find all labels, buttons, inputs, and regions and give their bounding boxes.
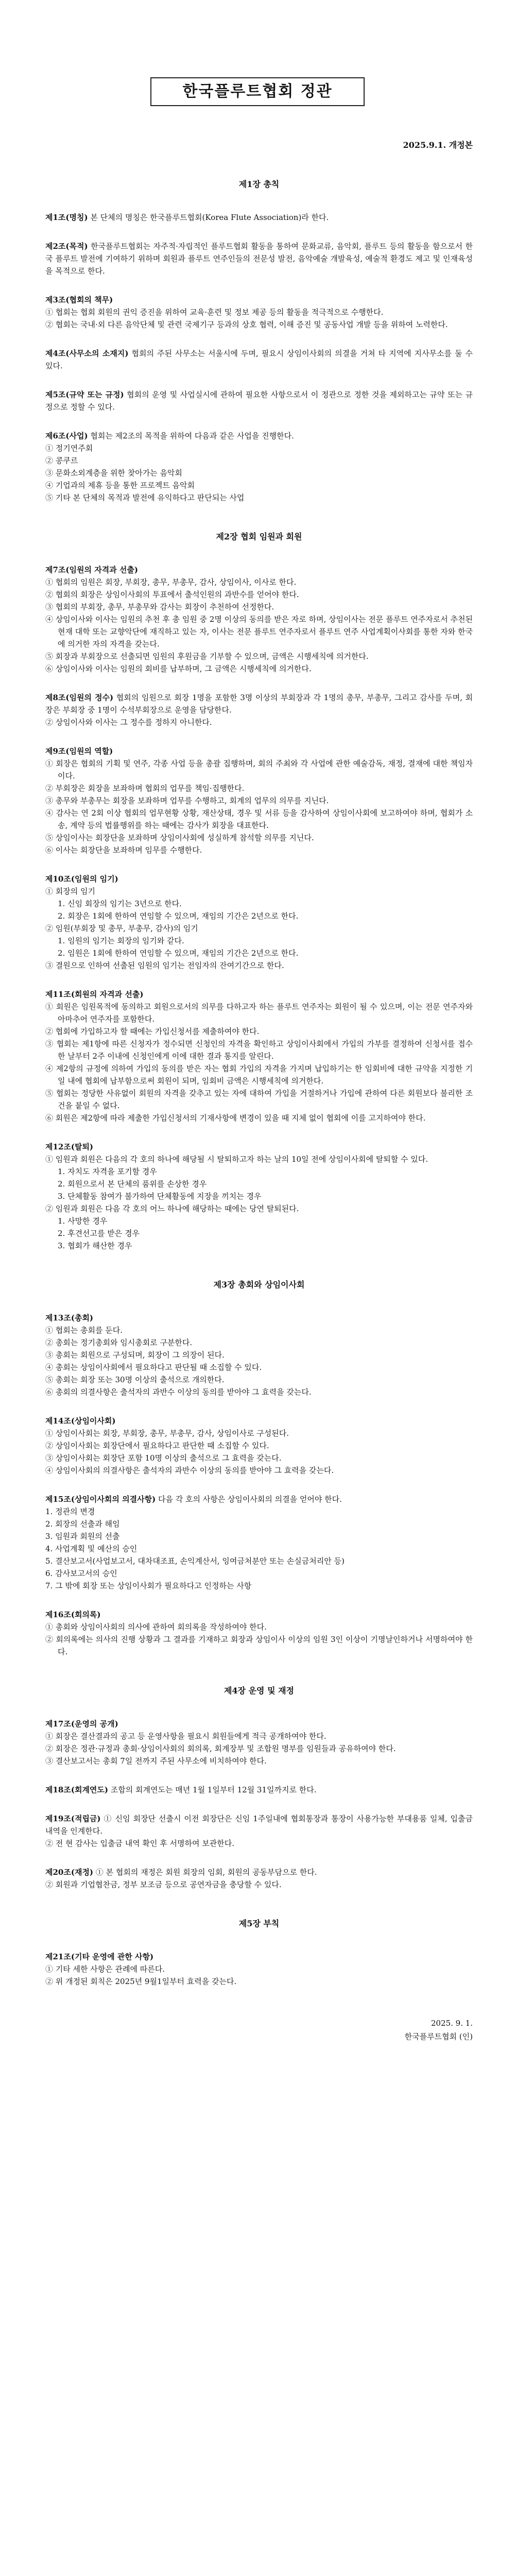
article-item: ⑤ 회장과 부회장으로 선출되면 임원의 후원금을 기부할 수 있으며, 금액은 시행세칙에 의거한다. [45,652,369,661]
article-title: 제19조(적립금) [45,1814,101,1823]
article [45,430,473,504]
article-item: ⑥ 총회의 의결사항은 출석자의 과반수 이상의 동의를 받아야 그 효력을 갖는다. [45,1387,312,1397]
article-items [45,1963,473,1988]
article-item: ② 콩쿠르 [45,456,78,465]
article-items [45,1837,473,1850]
article-item: ① 회장은 결산결과의 공고 등 운영사항을 필요시 회원들에게 적극 공개하여야 한다. [45,1732,327,1741]
article-item: ① 협회는 협회 회원의 권익 증진을 위하여 교육·훈련 및 정보 제공 등의 활동을 적극적으로 수행한다. [45,308,384,317]
chapter-heading: 제5장 부칙 [238,1919,280,1928]
article-item: 2. 임원은 1회에 한하여 연임할 수 있으며, 재임의 기간은 2년으로 한다. [58,948,299,958]
article-item: 3. 단체활동 참여가 불가하여 단체활동에 지장을 끼치는 경우 [58,1192,262,1201]
article-heading-line [45,294,473,306]
article-title: 제12조(탈퇴) [45,1142,94,1151]
article-title: 제13조(총회) [45,1313,94,1323]
article-heading-line [45,745,473,757]
chapter-heading: 제1장 총칙 [238,179,280,189]
article-item: 1. 임원의 임기는 회장의 임기와 같다. [58,936,184,945]
article-item: ② 회원과 기업협찬금, 정부 보조금 등으로 공연자금을 충당할 수 있다. [45,1880,282,1889]
article-items [45,716,473,728]
article-item: ③ 상임이사회는 회장단 포함 10명 이상의 출석으로 그 효력을 갖는다. [45,1453,282,1463]
article-items [45,885,473,972]
article-item: ⑥ 회원은 제2항에 따라 제출한 가입신청서의 기재사항에 변경이 있을 때 지체 없이 협회에 이를 고지하여야 한다. [45,1113,426,1123]
closing-date: 2025. 9. 1. [431,2019,473,2028]
article-items [45,1505,473,1592]
article-item: ⑤ 기타 본 단체의 목적과 발전에 유익하다고 판단되는 사업 [45,493,245,502]
article-lead-text: 협회의 주된 사무소는 서울시에 두며, 필요시 상임이사회의 의결을 거쳐 타 지역에 지사무소를 둘 수 있다. [45,349,473,370]
article-item: ④ 상임이사와 이사는 임원의 추천 후 총 임원 중 2명 이상의 동의를 받은 자로 하며, 상임이사는 전문 플루트 연주자로서 추천된 현재 대학 또는 교향악단에 재직하고 있는 자, 이사는 전문 플루트 연주자로서 플루트 연주 사업계획이사회를 통한 자와 한국에 의거한 자의 자격을 갖는다. [45,615,473,649]
article-heading-line [45,1866,473,1878]
article-title: 제2조(목적) [45,242,88,251]
article [45,1141,473,1252]
article-item: 2. 회원으로서 본 단체의 품위를 손상한 경우 [58,1179,207,1189]
article [45,388,473,413]
article [45,240,473,277]
article-heading-line [45,211,473,224]
article-item: ① 정기연주회 [45,444,93,453]
article-title: 제3조(협회의 책무) [45,295,113,304]
article-item: 6. 감사보고서의 승인 [45,1569,117,1578]
article-item: 1. 사망한 경우 [58,1216,108,1226]
article-item: 5. 결산보고서(사업보고서, 대차대조표, 손익계산서, 잉여금처분안 또는 손실금처리안 등) [45,1556,345,1566]
article-lead-text: 협회의 임원으로 회장 1명을 포함한 3명 이상의 부회장과 각 1명의 총무, 부총무, 그리고 감사를 두며, 회장은 부회장 중 1명이 수석부회장으로 운영을 담당한다. [45,693,473,715]
article-heading-line [45,1312,473,1324]
article-heading-line [45,873,473,885]
article-item: ⑥ 상임이사와 이사는 임원의 회비를 납부하며, 그 금액은 시행세칙에 의거한다. [45,664,312,673]
article-heading-line [45,1951,473,1963]
article-title: 제21조(기타 운영에 관한 사항) [45,1952,154,1961]
article-item: ② 회장은 정관·규정과 총회·상임이사회의 회의록, 회계장부 및 조합원 명부를 임원들과 공유하여야 한다. [45,1744,396,1753]
article-items [45,757,473,856]
article-item: ② 전 현 감사는 입출금 내역 확인 후 서명하여 보관한다. [45,1839,234,1848]
article-item: ① 기타 세한 사항은 관례에 따른다. [45,1964,165,1974]
article-items [45,1427,473,1477]
article-item: ④ 총회는 상임이사회에서 필요하다고 판단될 때 소집할 수 있다. [45,1363,262,1372]
article-lead-text: 본 단체의 명칭은 한국플루트협회(Korea Flute Association)라 한다. [90,213,329,222]
article [45,1812,473,1850]
article-item: ④ 상임이사회의 의결사항은 출석자의 과반수 이상의 동의를 받아야 그 효력을 갖는다. [45,1466,334,1475]
article-title: 제18조(회계연도) [45,1785,109,1794]
article-heading-line [45,1784,473,1796]
article-item: ① 협회는 총회를 둔다. [45,1326,123,1335]
article-items [45,576,473,675]
article-heading-line [45,691,473,716]
article [45,691,473,728]
article-item: 2. 회장의 선출과 해임 [45,1519,120,1529]
article-heading-line [45,347,473,372]
article-item: ③ 총무와 부총무는 회장을 보좌하며 업무를 수행하고, 회계의 업무의 의무를 지닌다. [45,796,329,805]
article-item: ④ 감사는 연 2회 이상 협회의 업무현황 상황, 재산상태, 경우 및 서류 등을 감사하여 상임이사회에 보고하여야 하며, 협회가 소송, 계약 등의 법률행위를 하는 때에는 감사가 회장을 대표한다. [45,808,473,830]
article-item: ② 상임이사회는 회장단에서 필요하다고 판단한 때 소집할 수 있다. [45,1441,269,1450]
article-title: 제7조(임원의 자격과 선출) [45,565,138,574]
article-title: 제11조(회원의 자격과 선출) [45,990,144,999]
document-body [0,178,515,1988]
title-area [0,0,515,106]
article-lead-text: ① 신임 회장단 선출시 이전 회장단은 신임 1주일내에 협회통장과 통장이 사용가능한 부대용품 일체, 입출금 내역을 인계한다. [45,1814,473,1836]
article-item: 7. 그 밖에 회장 또는 상임이사회가 필요하다고 인정하는 사항 [45,1581,252,1590]
article-item: ③ 결산보고서는 총회 7일 전까지 주된 사무소에 비치하여야 한다. [45,1756,267,1766]
article-title: 제9조(임원의 역할) [45,747,113,756]
article-items [45,1730,473,1767]
article-item: ③ 협회는 제1항에 따른 신청자가 정수되면 신청인의 자격을 확인하고 상임이사회에서 가입의 가부를 결정하여 신청서를 접수한 날부터 2주 이내에 신청인에게 이에 대한 결과 통지를 알린다. [45,1039,473,1061]
article-title: 제15조(상임이사회의 의결사항) [45,1495,156,1504]
article-item: ① 상임이사회는 회장, 부회장, 총무, 부총무, 감사, 상임이사로 구성된다. [45,1429,289,1438]
article-item: ③ 문화소외계층을 위한 찾아가는 음악회 [45,468,182,478]
chapter-heading: 제4장 운영 및 재정 [224,1686,295,1696]
article-heading-line [45,430,473,442]
article-items [45,306,473,331]
article-item: ① 임원과 회원은 다음의 각 호의 하나에 해당될 시 탈퇴하고자 하는 날의 10일 전에 상임이사회에 탈퇴할 수 있다. [45,1155,428,1164]
bottom-space [0,2043,515,2126]
article-item: ① 회원은 임원목적에 동의하고 회원으로서의 의무를 다하고자 하는 플루트 연주자는 회원이 될 수 있으며, 이는 전문 연주자와 아마추어 연주자를 포함한다. [45,1002,473,1024]
article-title: 제20조(재정) [45,1868,94,1877]
chapter-heading: 제2장 협회 임원과 회원 [216,532,302,541]
article-lead-text: 조합의 회계연도는 매년 1월 1일부터 12월 31일까지로 한다. [110,1785,317,1794]
article-heading-line [45,1141,473,1153]
article [45,294,473,331]
article-item: ⑥ 이사는 회장단을 보좌하며 임무를 수행한다. [45,845,202,855]
article-heading-line [45,1493,473,1505]
article-title: 제17조(운영의 공개) [45,1719,118,1728]
article-title: 제10조(임원의 임기) [45,874,118,884]
article-item: ② 총회는 정기총회와 임시총회로 구분한다. [45,1338,193,1347]
article-item: ② 상임이사와 이사는 그 정수를 정하지 아니한다. [45,718,212,727]
article-item: 2. 회장은 1회에 한하여 연임할 수 있으며, 재임의 기간은 2년으로 한다. [58,911,299,921]
article-title: 제14조(상임이사회) [45,1416,116,1426]
article [45,564,473,675]
article [45,1608,473,1658]
document-title: 한국플루트협회 정관 [150,77,364,106]
article-item: 3. 임원과 회원의 선출 [45,1532,120,1541]
article-item: ④ 제2항의 규정에 의하여 가입의 동의를 받은 자는 협회 가입의 자격을 가지며 납입하기는 한 임회비에 대한 규약을 지정한 기일 내에 협회에 납부함으로써 회원이 되며, 임회비 금액은 시행세칙에 의거한다. [45,1064,473,1086]
article-items [45,1001,473,1124]
article-title: 제16조(회의록) [45,1610,101,1619]
article-title: 제1조(명칭) [45,213,88,222]
article-item: ① 회장은 협회의 기획 및 연주, 각종 사업 등을 총괄 집행하며, 회의 주최와 각 사업에 관한 예술감독, 재정, 결재에 대한 책임자이다. [45,759,473,781]
article-items [45,1878,473,1891]
article-lead-text: 협회의 운영 및 사업실시에 관하여 필요한 사항으로서 이 정관으로 정한 것을 제외하고는 규약 또는 규정으로 정할 수 있다. [45,390,473,412]
article-item: 3. 협회가 해산한 경우 [58,1241,132,1250]
article-items [45,442,473,504]
article [45,1951,473,1988]
article-item: ③ 협회의 부회장, 총무, 부총무와 감사는 회장이 추천하여 선정한다. [45,602,274,612]
article [45,211,473,224]
article-heading-line [45,388,473,413]
article-items [45,1621,473,1658]
article-heading-line [45,564,473,576]
article [45,988,473,1124]
article [45,347,473,372]
article-heading-line [45,1718,473,1730]
article-item: ② 위 개정된 회칙은 2025년 9월1일부터 효력을 갖는다. [45,1977,237,1986]
article-lead-text: 협회는 제2조의 목적을 위하여 다음과 같은 사업을 진행한다. [90,431,294,440]
closing-signature: 한국플루트협회 (인) [404,2032,473,2041]
article-item: ④ 기업과의 제휴 등을 통한 프로젝트 음악회 [45,481,195,490]
chapter-heading: 제3장 총회와 상임이사회 [213,1280,305,1290]
article-item: ⑤ 상임이사는 회장단을 보좌하며 상임이사회에 성실하게 참석할 의무를 지닌다. [45,833,314,842]
article-item: ③ 총회는 회원으로 구성되며, 회장이 그 의장이 된다. [45,1350,225,1360]
article-lead-text: 다음 각 호의 사항은 상임이사회의 의결을 얻어야 한다. [158,1495,342,1504]
article-items [45,1324,473,1398]
article-title: 제4조(사무소의 소재지) [45,349,129,358]
article [45,1784,473,1796]
article-item: ⑤ 협회는 정당한 사유없이 회원의 자격을 갖추고 있는 자에 대하여 가입을 거절하거나 가입에 관하여 다른 회원보다 불리한 조건을 붙일 수 없다. [45,1089,473,1110]
article-items [45,1153,473,1252]
article-item: 1. 자치도 자격을 포기할 경우 [58,1167,157,1176]
article-title: 제5조(규약 또는 규정) [45,390,124,399]
article-item: ② 협회는 국내·외 다른 음악단체 및 관련 국제기구 등과의 상호 협력, 이해 증진 및 공동사업 개발 등을 위하여 노력한다. [45,320,448,329]
article-heading-line [45,1608,473,1621]
article-item: ② 협회의 회장은 상임이사회의 투표에서 출석인원의 과반수를 얻어야 한다. [45,590,299,599]
article-lead-text: ① 본 협회의 재정은 회원 회장의 임회, 회원의 공동부담으로 한다. [95,1868,317,1877]
article-item: ③ 결원으로 인하여 선출된 임원의 임기는 전임자의 잔여기간으로 한다. [45,961,284,970]
article [45,1493,473,1592]
article-item: ② 임원(부회장 및 총무, 부총무, 감사)의 임기 [45,924,198,933]
article-lead-text: 한국플루트협회는 자주적·자립적인 플루트협회 활동을 통하여 문화교류, 음악회, 플루트 등의 활동을 함으로서 한국 플루트 발전에 기여하기 위하며 회원과 플루트 연주인들의 전문성 발전, 음악예술 개발육성, 예술적 환경도 제고 및 인재육성을 목적으로 한다. [45,242,473,276]
article [45,1718,473,1767]
revision-label: 2025.9.1. 개정본 [403,140,473,150]
article-heading-line [45,1415,473,1427]
article-item: ② 회의록에는 의사의 진행 상황과 그 결과를 기재하고 회장과 상임이사 이상의 임원 3인 이상이 기명날인하거나 서명하여야 한다. [45,1635,473,1656]
article [45,1415,473,1477]
article-item: ① 회장의 임기 [45,887,95,896]
article [45,745,473,856]
article-title: 제8조(임원의 정수) [45,693,114,702]
article-item: ② 협회에 가입하고자 할 때에는 가입신청서를 제출하여야 한다. [45,1027,260,1036]
article-item: 1. 신임 회장의 임기는 3년으로 한다. [58,899,182,908]
article-item: ② 부회장은 회장을 보좌하며 협회의 업무를 책임·집행한다. [45,784,245,793]
article-heading-line [45,1812,473,1837]
article-item: 1. 정관의 변경 [45,1507,95,1516]
article [45,1866,473,1891]
article-item: ① 총회와 상임이사회의 의사에 관하여 회의록을 작성하여야 한다. [45,1622,267,1632]
article-item: ① 협회의 임원은 회장, 부회장, 총무, 부총무, 감사, 상임이사, 이사로 한다. [45,578,297,587]
closing-block [0,2016,473,2043]
article-heading-line [45,988,473,1001]
article-item: ② 임원과 회원은 다음 각 호의 어느 하나에 해당하는 때에는 당연 탈퇴된다. [45,1204,299,1213]
article-item: 2. 후견선고를 받은 경우 [58,1229,140,1238]
article [45,1312,473,1398]
article-title: 제6조(사업) [45,431,88,440]
article-item: ⑤ 총회는 회장 또는 30명 이상의 출석으로 개의한다. [45,1375,225,1384]
article [45,873,473,972]
article-item: 4. 사업계획 및 예산의 승인 [45,1544,138,1553]
article-heading-line [45,240,473,277]
